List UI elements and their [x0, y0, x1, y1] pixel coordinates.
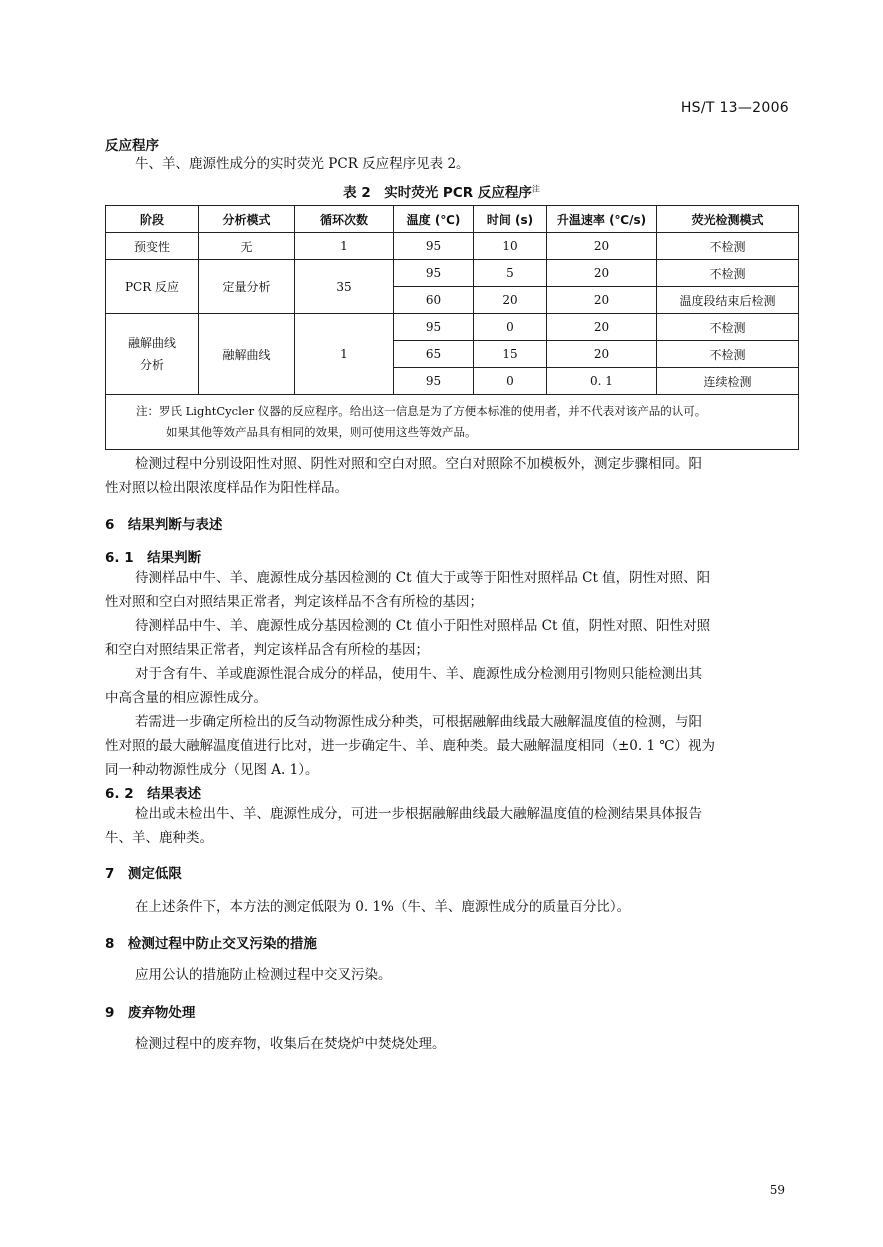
table-cell-detect: 不检测: [657, 260, 799, 287]
table-cell-detect: 不检测: [657, 314, 799, 341]
table-note-line: 注：罗氏 LightCycler 仪器的反应程序。给出这一信息是为了方便本标准的使用者，并不代表对该产品的认可。: [136, 404, 707, 418]
table-cell-rate: 20: [547, 341, 657, 368]
table-row: [106, 233, 799, 260]
table-cell-rate: 0. 1: [547, 368, 657, 395]
table-header-cell: 温度 (℃): [394, 206, 474, 233]
table-cell-temp: 65: [394, 341, 474, 368]
table-cell-rate: 20: [547, 260, 657, 287]
table-header-cell: 循环次数: [295, 206, 394, 233]
table-cell-time: 0: [474, 368, 547, 395]
table-cell-cycles: 1: [295, 233, 394, 260]
section-heading-reaction: 反应程序: [105, 138, 159, 154]
table-cell-stage: 融解曲线分析: [106, 314, 199, 395]
section-heading-8: 8 检测过程中防止交叉污染的措施: [105, 936, 317, 952]
paragraph-line: 性对照以检出限浓度样品作为阳性样品。: [105, 480, 348, 496]
table-cell-time: 10: [474, 233, 547, 260]
table-cell-detect: 温度段结束后检测: [657, 287, 799, 314]
table-cell-mode: 融解曲线: [199, 314, 295, 395]
table-cell-temp: 95: [394, 233, 474, 260]
pcr-program-table: [105, 205, 799, 450]
table-cell-time: 20: [474, 287, 547, 314]
paragraph-line: 牛、羊、鹿种类。: [105, 830, 213, 846]
table-cell-rate: 20: [547, 314, 657, 341]
section-heading-6: 6 结果判断与表述: [105, 517, 223, 533]
standard-number: HS/T 13—2006: [680, 100, 789, 116]
paragraph-line: 和空白对照结果正常者，判定该样品含有所检的基因；: [105, 642, 429, 658]
table-cell-stage: 预变性: [106, 233, 199, 260]
table-cell-temp: 95: [394, 260, 474, 287]
table-header-cell: 分析模式: [199, 206, 295, 233]
paragraph-line: 同一种动物源性成分（见图 A. 1）。: [105, 762, 319, 778]
table-header-row: [106, 206, 799, 233]
table-row: [106, 260, 799, 287]
paragraph-line: 性对照和空白对照结果正常者，判定该样品不含有所检的基因；: [105, 594, 483, 610]
paragraph-line: 检出或未检出牛、羊、鹿源性成分，可进一步根据融解曲线最大融解温度值的检测结果具体报告: [135, 806, 702, 822]
table-header-cell: 阶段: [106, 206, 199, 233]
table-caption: 表 2 实时荧光 PCR 反应程序$^注$: [343, 184, 540, 201]
table-note-line: 如果其他等效产品具有相同的效果，则可使用这些等效产品。: [166, 425, 477, 439]
table-cell-detect: 连续检测: [657, 368, 799, 395]
table-cell-cycles: 1: [295, 314, 394, 395]
paragraph-line: 待测样品中牛、羊、鹿源性成分基因检测的 Ct 值小于阳性对照样品 Ct 值，阴性对照、阳性对照: [135, 618, 711, 634]
table-header-cell: 升温速率 (℃/s): [547, 206, 657, 233]
paragraph-line: 在上述条件下，本方法的测定低限为 0. 1%（牛、羊、鹿源性成分的质量百分比）。: [135, 899, 631, 915]
table-caption-note-mark: 注: [531, 184, 540, 194]
table-cell-mode: 定量分析: [199, 260, 295, 314]
table-cell-rate: 20: [547, 287, 657, 314]
table-cell-time: 15: [474, 341, 547, 368]
paragraph-line: 检测过程中的废弃物，收集后在焚烧炉中焚烧处理。: [135, 1036, 446, 1052]
table-cell-time: 5: [474, 260, 547, 287]
paragraph-line: 检测过程中分别设阳性对照、阴性对照和空白对照。空白对照除不加模板外，测定步骤相同。阳: [135, 456, 702, 472]
table-cell-time: 0: [474, 314, 547, 341]
table-cell-temp: 95: [394, 368, 474, 395]
paragraph-line: 若需进一步确定所检出的反刍动物源性成分种类，可根据融解曲线最大融解温度值的检测，与阳: [135, 714, 702, 730]
section-heading-7: 7 测定低限: [105, 866, 182, 882]
section-heading-9: 9 废弃物处理: [105, 1005, 196, 1021]
paragraph-line: 对于含有牛、羊或鹿源性混合成分的样品，使用牛、羊、鹿源性成分检测用引物则只能检测出其: [135, 666, 702, 682]
subsection-heading-6-1: 6. 1 结果判断: [105, 550, 202, 566]
table-cell-detect: 不检测: [657, 341, 799, 368]
table-cell-stage: PCR 反应: [106, 260, 199, 314]
paragraph-line: 待测样品中牛、羊、鹿源性成分基因检测的 Ct 值大于或等于阳性对照样品 Ct 值，阴性对照、阳: [135, 570, 711, 586]
paragraph-line: 性对照的最大融解温度值进行比对，进一步确定牛、羊、鹿种类。最大融解温度相同（±0. 1 ℃）视为: [105, 738, 715, 754]
table-cell-detect: 不检测: [657, 233, 799, 260]
table-header-cell: 荧光检测模式: [657, 206, 799, 233]
paragraph-line: 中高含量的相应源性成分。: [105, 690, 267, 706]
table-cell-temp: 60: [394, 287, 474, 314]
table-cell-mode: 无: [199, 233, 295, 260]
table-note-row: [106, 395, 799, 450]
table-cell-cycles: 35: [295, 260, 394, 314]
paragraph-reaction-intro: 牛、羊、鹿源性成分的实时荧光 PCR 反应程序见表 2。: [135, 156, 470, 172]
page-number: 59: [769, 1183, 785, 1197]
table-cell-temp: 95: [394, 314, 474, 341]
paragraph-line: 应用公认的措施防止检测过程中交叉污染。: [135, 967, 392, 983]
table-header-cell: 时间 (s): [474, 206, 547, 233]
table-note: [106, 395, 799, 450]
table-cell-rate: 20: [547, 233, 657, 260]
subsection-heading-6-2: 6. 2 结果表述: [105, 786, 202, 802]
table-row: [106, 314, 799, 341]
